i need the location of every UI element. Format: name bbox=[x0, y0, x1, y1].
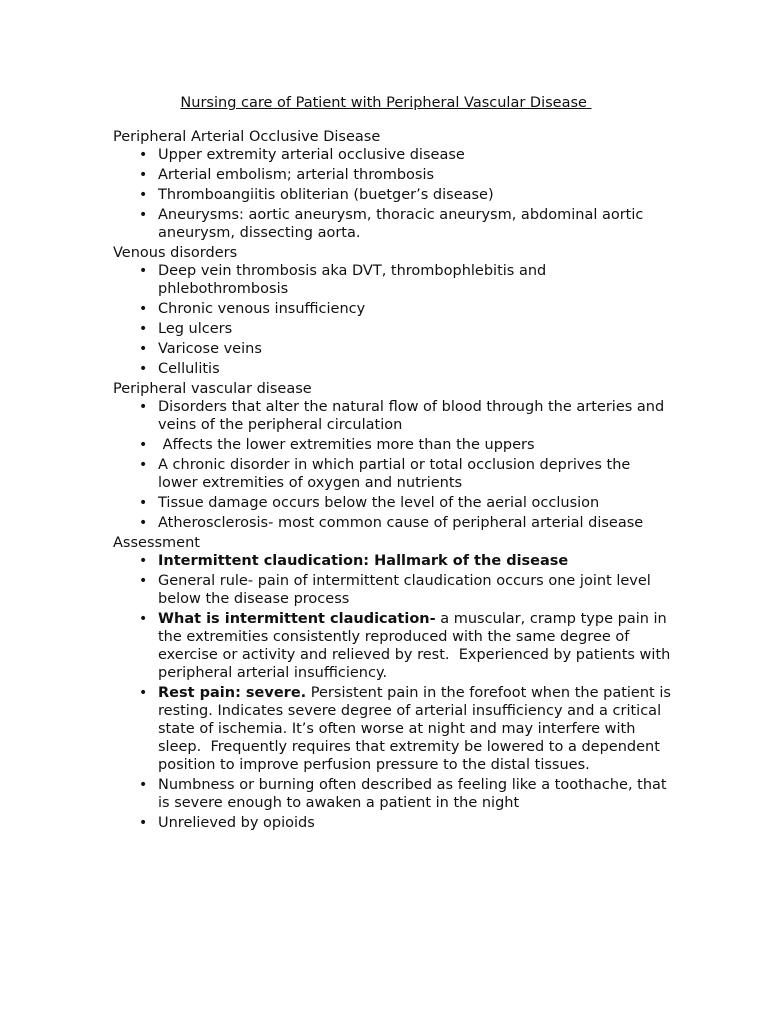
item-text: a muscular, cramp type pain in the extremities consistently reproduced with the same degree of exercise or activity and relieved by rest. Experienced by patients with peripheral arterial insufficiency. bbox=[158, 611, 675, 681]
list-item bbox=[113, 456, 673, 492]
list-item bbox=[113, 436, 673, 454]
item-bold-lead: Intermittent claudication: Hallmark of the disease bbox=[158, 553, 569, 569]
item-bold-lead: Rest pain: severe. bbox=[158, 685, 307, 701]
section-heading: Venous disorders bbox=[113, 245, 238, 261]
bullet-icon: • bbox=[139, 777, 148, 793]
bullet-list bbox=[113, 552, 676, 832]
bullet-icon: • bbox=[139, 685, 148, 701]
list-item bbox=[113, 552, 673, 570]
bullet-icon: • bbox=[139, 207, 148, 223]
item-text: Cellulitis bbox=[158, 361, 220, 377]
bullet-icon: • bbox=[139, 321, 148, 337]
section-heading: Peripheral Arterial Occlusive Disease bbox=[113, 129, 381, 145]
list-item bbox=[113, 340, 673, 358]
item-text: Disorders that alter the natural flow of blood through the arteries and veins of the peripheral circulation bbox=[158, 399, 669, 433]
bullet-icon: • bbox=[139, 263, 148, 279]
list-item bbox=[113, 514, 673, 532]
bullet-icon: • bbox=[139, 495, 148, 511]
list-item bbox=[113, 610, 673, 682]
bullet-icon: • bbox=[139, 611, 148, 627]
item-text: Upper extremity arterial occlusive disease bbox=[158, 147, 465, 163]
bullet-icon: • bbox=[139, 361, 148, 377]
list-item bbox=[113, 300, 673, 318]
item-text: Persistent pain in the forefoot when the patient is resting. Indicates severe degree of arterial insufficiency and a critical state of ischemia. It’s often worse at night and may interfere with sleep. Frequently requires that extremity be lowered to a dependent position to improve perfusion pressure to the distal tissues. bbox=[158, 685, 676, 773]
item-text: Arterial embolism; arterial thrombosis bbox=[158, 167, 435, 183]
list-item bbox=[113, 814, 673, 832]
item-text: Unrelieved by opioids bbox=[158, 815, 315, 831]
item-text: General rule- pain of intermittent claudication occurs one joint level below the disease process bbox=[158, 573, 656, 607]
bullet-icon: • bbox=[139, 815, 148, 831]
list-item bbox=[113, 776, 673, 812]
list-item bbox=[113, 494, 673, 512]
bullet-list bbox=[113, 398, 673, 532]
bullet-icon: • bbox=[139, 187, 148, 203]
list-item bbox=[113, 206, 673, 242]
item-text: Deep vein thrombosis aka DVT, thrombophlebitis and phlebothrombosis bbox=[158, 263, 551, 297]
list-item bbox=[113, 320, 673, 338]
list-item bbox=[113, 186, 673, 204]
section-heading: Peripheral vascular disease bbox=[113, 381, 312, 397]
item-text: Tissue damage occurs below the level of the aerial occlusion bbox=[158, 495, 600, 511]
bullet-list bbox=[113, 262, 673, 378]
bullet-icon: • bbox=[139, 147, 148, 163]
bullet-icon: • bbox=[139, 301, 148, 317]
list-item bbox=[113, 572, 673, 608]
item-text: Numbness or burning often described as feeling like a toothache, that is severe enough to awaken a patient in the night bbox=[158, 777, 672, 811]
list-item bbox=[113, 146, 673, 164]
bullet-icon: • bbox=[139, 341, 148, 357]
item-text: Leg ulcers bbox=[158, 321, 233, 337]
bullet-icon: • bbox=[139, 167, 148, 183]
bullet-icon: • bbox=[139, 437, 148, 453]
bullet-icon: • bbox=[139, 399, 148, 415]
list-item bbox=[113, 166, 673, 184]
list-item bbox=[113, 360, 673, 378]
item-text: Affects the lower extremities more than the uppers bbox=[158, 437, 535, 453]
bullet-list bbox=[113, 146, 673, 242]
item-text: Atherosclerosis- most common cause of peripheral arterial disease bbox=[158, 515, 644, 531]
bullet-icon: • bbox=[139, 457, 148, 473]
item-bold-lead: What is intermittent claudication- bbox=[158, 611, 436, 627]
list-item bbox=[113, 684, 676, 774]
item-text: Chronic venous insufficiency bbox=[158, 301, 366, 317]
bullet-icon: • bbox=[139, 573, 148, 589]
bullet-icon: • bbox=[139, 515, 148, 531]
section-heading: Assessment bbox=[113, 535, 200, 551]
bullet-icon: • bbox=[139, 553, 148, 569]
item-text: Thromboangiitis obliterian (buetger’s disease) bbox=[158, 187, 494, 203]
list-item bbox=[113, 262, 673, 298]
list-item bbox=[113, 398, 673, 434]
item-text: A chronic disorder in which partial or total occlusion deprives the lower extremities of oxygen and nutrients bbox=[158, 457, 635, 491]
document-title: Nursing care of Patient with Peripheral Vascular Disease bbox=[180, 95, 592, 111]
item-text: Varicose veins bbox=[158, 341, 262, 357]
item-text: Aneurysms: aortic aneurysm, thoracic aneurysm, abdominal aortic aneurysm, dissecting aorta. bbox=[158, 207, 648, 241]
document-body bbox=[113, 128, 676, 834]
